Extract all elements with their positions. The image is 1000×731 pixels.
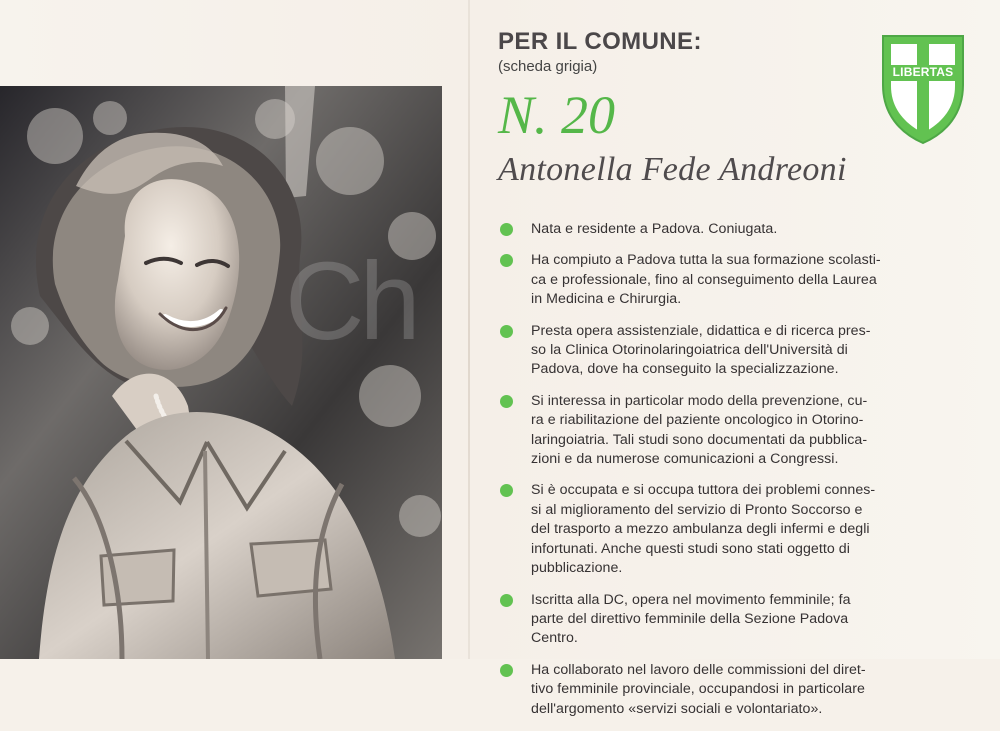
bio-line: laringoiatria. Tali studi sono documentati da pubblica-	[531, 431, 868, 448]
green-bullet-icon	[500, 484, 513, 497]
bio-line: Nata e residente a Padova. Coniugata.	[531, 221, 778, 237]
bio-line: Si è occupata e si occupa tuttora dei problemi connes-	[531, 482, 876, 499]
green-bullet-icon	[500, 254, 513, 267]
green-bullet-icon	[500, 395, 513, 408]
bio-item	[500, 251, 968, 309]
ballot-subtitle: (scheda grigia)	[498, 58, 598, 75]
paper-fold	[468, 0, 470, 659]
bio-item	[500, 392, 968, 470]
page-title: PER IL COMUNE:	[498, 28, 702, 55]
bio-item	[500, 220, 968, 239]
bio-line: in Medicina e Chirurgia.	[531, 291, 682, 308]
bio-line: Padova, dove ha conseguito la specializzazione.	[531, 361, 839, 378]
candidate-name: Antonella Fede Andreoni	[498, 151, 847, 188]
candidate-biography	[500, 220, 968, 731]
bio-line: Ha collaborato nel lavoro delle commissioni del diret-	[531, 661, 866, 678]
candidate-photo-illustration	[0, 86, 442, 659]
bio-line: Iscritta alla DC, opera nel movimento femminile; fa	[531, 591, 851, 608]
green-bullet-icon	[500, 664, 513, 677]
bio-line: pubblicazione.	[531, 560, 623, 577]
bio-line: dell'argomento «servizi sociali e volontariato».	[531, 700, 823, 717]
bio-line: parte del direttivo femminile della Sezione Padova	[531, 610, 849, 627]
bio-line: so la Clinica Otorinolaringoiatrica dell'Università di	[531, 342, 848, 359]
bio-line: Ha compiuto a Padova tutta la sua formazione scolasti-	[531, 252, 881, 269]
bio-line: infortunati. Anche questi studi sono stati oggetto di	[531, 540, 850, 557]
bio-line: tivo femminile provinciale, occupandosi in particolare	[531, 681, 865, 698]
bio-line: zioni e da numerose comunicazioni a Congressi.	[531, 451, 839, 468]
candidate-photo	[0, 86, 442, 659]
bio-line: Centro.	[531, 630, 578, 647]
libertas-shield-logo	[878, 30, 968, 146]
bio-line: del trasporto a mezzo ambulanza degli infermi e degli	[531, 521, 870, 538]
bio-line: ca e professionale, fino al conseguimento della Laurea	[531, 271, 877, 288]
libertas-label: LIBERTAS	[892, 65, 954, 79]
green-bullet-icon	[500, 594, 513, 607]
bio-item	[500, 481, 968, 578]
bio-line: si al miglioramento del servizio di Pronto Soccorso e	[531, 501, 863, 518]
green-bullet-icon	[500, 325, 513, 338]
green-bullet-icon	[500, 223, 513, 236]
bio-line: ra e riabilitazione del paziente oncologico in Otorino-	[531, 412, 864, 429]
libertas-shield-icon	[878, 30, 968, 146]
bio-item	[500, 322, 968, 380]
bio-item	[500, 591, 968, 649]
candidate-number: N. 20	[498, 85, 616, 145]
bio-line: Si interessa in particolar modo della prevenzione, cu-	[531, 392, 868, 409]
bio-item	[500, 661, 968, 719]
bio-line: Presta opera assistenziale, didattica e di ricerca pres-	[531, 322, 871, 339]
